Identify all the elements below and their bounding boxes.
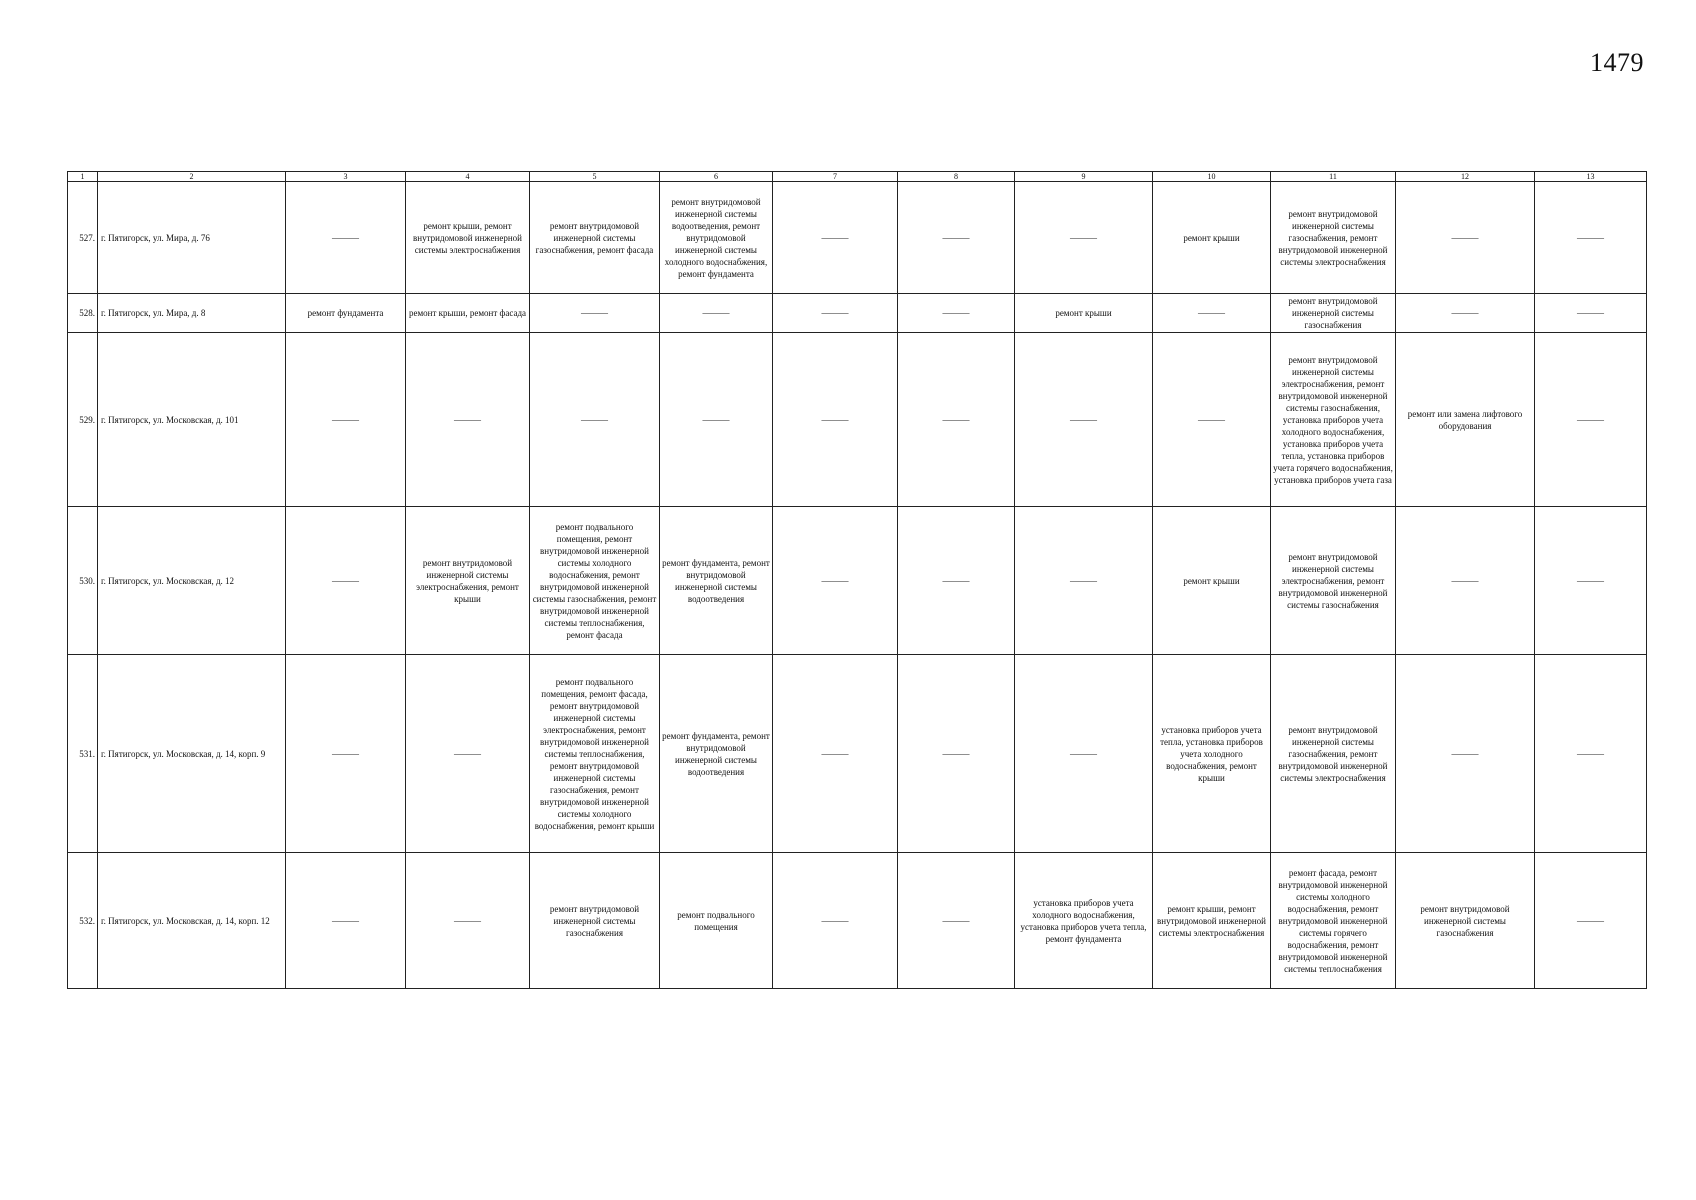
table-cell: ремонт внутридомовой инженерной системы газоснабжения, ремонт фасада bbox=[530, 182, 660, 294]
table-cell: ремонт внутридомовой инженерной системы газоснабжения bbox=[530, 853, 660, 989]
table-cell: ремонт внутридомовой инженерной системы водоотведения, ремонт внутридомовой инженерной системы холодного водоснабжения, ремонт фундамента bbox=[660, 182, 773, 294]
table-cell: ——— bbox=[660, 294, 773, 333]
table-cell: ——— bbox=[530, 333, 660, 507]
table-row bbox=[68, 853, 1647, 989]
table-cell: ——— bbox=[286, 507, 406, 655]
table-cell: ремонт фундамента bbox=[286, 294, 406, 333]
column-number: 9 bbox=[1015, 172, 1153, 182]
table-cell: ——— bbox=[773, 853, 898, 989]
table-cell: ——— bbox=[773, 507, 898, 655]
table-cell: ремонт подвального помещения, ремонт фасада, ремонт внутридомовой инженерной системы электроснабжения, ремонт внутридомовой инженерной системы теплоснабжения, ремонт внутридомовой инженерной системы газоснабжения, ремонт внутридомовой инженерной системы холодного водоснабжения, ремонт крыши bbox=[530, 655, 660, 853]
table-cell: ремонт подвального помещения, ремонт внутридомовой инженерной системы холодного водоснабжения, ремонт внутридомовой инженерной системы газоснабжения, ремонт внутридомовой инженерной системы теплоснабжения, ремонт фасада bbox=[530, 507, 660, 655]
table-cell: ——— bbox=[898, 182, 1015, 294]
column-number: 1 bbox=[68, 172, 98, 182]
table-cell: ремонт внутридомовой инженерной системы электроснабжения, ремонт крыши bbox=[406, 507, 530, 655]
address-cell: г. Пятигорск, ул. Мира, д. 76 bbox=[98, 182, 286, 294]
row-number: 531. bbox=[68, 655, 98, 853]
row-number: 530. bbox=[68, 507, 98, 655]
table-cell: ——— bbox=[286, 655, 406, 853]
table-cell: ——— bbox=[1535, 333, 1647, 507]
address-cell: г. Пятигорск, ул. Мира, д. 8 bbox=[98, 294, 286, 333]
table-cell: ——— bbox=[1015, 507, 1153, 655]
table-cell: ремонт крыши, ремонт внутридомовой инженерной системы электроснабжения bbox=[1153, 853, 1271, 989]
column-number: 5 bbox=[530, 172, 660, 182]
column-number: 10 bbox=[1153, 172, 1271, 182]
works-table bbox=[67, 171, 1647, 989]
table-cell: ремонт внутридомовой инженерной системы газоснабжения, ремонт внутридомовой инженерной системы электроснабжения bbox=[1271, 655, 1396, 853]
table-cell: ——— bbox=[286, 333, 406, 507]
table-cell: ——— bbox=[1396, 655, 1535, 853]
table-cell: ——— bbox=[286, 853, 406, 989]
table-cell: ремонт внутридомовой инженерной системы электроснабжения, ремонт внутридомовой инженерной системы газоснабжения, установка приборов учета холодного водоснабжения, установка приборов учета тепла, установка приборов учета горячего водоснабжения, установка приборов учета газа bbox=[1271, 333, 1396, 507]
address-cell: г. Пятигорск, ул. Московская, д. 14, корп. 9 bbox=[98, 655, 286, 853]
column-number: 4 bbox=[406, 172, 530, 182]
table-cell: ——— bbox=[773, 655, 898, 853]
table-cell: ремонт фундамента, ремонт внутридомовой инженерной системы водоотведения bbox=[660, 655, 773, 853]
table-cell: ——— bbox=[1535, 182, 1647, 294]
table-cell: ——— bbox=[406, 333, 530, 507]
table-cell: ——— bbox=[898, 655, 1015, 853]
table-cell: ——— bbox=[406, 655, 530, 853]
table-cell: ——— bbox=[773, 182, 898, 294]
column-number: 11 bbox=[1271, 172, 1396, 182]
table-cell: ——— bbox=[1396, 507, 1535, 655]
table-cell: ремонт внутридомовой инженерной системы газоснабжения bbox=[1396, 853, 1535, 989]
table-cell: ремонт или замена лифтового оборудования bbox=[1396, 333, 1535, 507]
table-cell: ремонт внутридомовой инженерной системы газоснабжения, ремонт внутридомовой инженерной системы электроснабжения bbox=[1271, 182, 1396, 294]
column-number: 13 bbox=[1535, 172, 1647, 182]
address-cell: г. Пятигорск, ул. Московская, д. 12 bbox=[98, 507, 286, 655]
table-cell: ——— bbox=[773, 294, 898, 333]
column-number: 7 bbox=[773, 172, 898, 182]
table-cell: ——— bbox=[1153, 294, 1271, 333]
table-cell: ——— bbox=[286, 182, 406, 294]
table-cell: ——— bbox=[898, 853, 1015, 989]
table-cell: ремонт фундамента, ремонт внутридомовой инженерной системы водоотведения bbox=[660, 507, 773, 655]
table-cell: ——— bbox=[1015, 333, 1153, 507]
table-cell: ——— bbox=[1396, 294, 1535, 333]
column-number: 8 bbox=[898, 172, 1015, 182]
table-cell: ——— bbox=[660, 333, 773, 507]
address-cell: г. Пятигорск, ул. Московская, д. 101 bbox=[98, 333, 286, 507]
table-cell: установка приборов учета холодного водоснабжения, установка приборов учета тепла, ремонт фундамента bbox=[1015, 853, 1153, 989]
column-number: 12 bbox=[1396, 172, 1535, 182]
table-cell: ремонт фасада, ремонт внутридомовой инженерной системы холодного водоснабжения, ремонт внутридомовой инженерной системы горячего водоснабжения, ремонт внутридомовой инженерной системы теплоснабжения bbox=[1271, 853, 1396, 989]
column-number: 2 bbox=[98, 172, 286, 182]
table-cell: установка приборов учета тепла, установка приборов учета холодного водоснабжения, ремонт крыши bbox=[1153, 655, 1271, 853]
column-number-row bbox=[68, 172, 1647, 182]
row-number: 528. bbox=[68, 294, 98, 333]
table-cell: ——— bbox=[1153, 333, 1271, 507]
table-cell: ——— bbox=[406, 853, 530, 989]
table-cell: ремонт крыши bbox=[1153, 182, 1271, 294]
table-cell: ——— bbox=[530, 294, 660, 333]
table-cell: ремонт крыши bbox=[1153, 507, 1271, 655]
table-cell: ремонт внутридомовой инженерной системы газоснабжения bbox=[1271, 294, 1396, 333]
column-number: 3 bbox=[286, 172, 406, 182]
table-cell: ——— bbox=[1535, 294, 1647, 333]
table-cell: ——— bbox=[898, 333, 1015, 507]
table-cell: ремонт внутридомовой инженерной системы электроснабжения, ремонт внутридомовой инженерной системы газоснабжения bbox=[1271, 507, 1396, 655]
row-number: 527. bbox=[68, 182, 98, 294]
page-number: 1479 bbox=[1590, 48, 1644, 77]
address-cell: г. Пятигорск, ул. Московская, д. 14, корп. 12 bbox=[98, 853, 286, 989]
table-cell: ——— bbox=[898, 294, 1015, 333]
table-cell: ——— bbox=[1396, 182, 1535, 294]
table-cell: ——— bbox=[1015, 182, 1153, 294]
table-cell: ——— bbox=[1535, 853, 1647, 989]
table-cell: ремонт крыши, ремонт фасада bbox=[406, 294, 530, 333]
table-cell: ——— bbox=[1015, 655, 1153, 853]
table-row bbox=[68, 507, 1647, 655]
table-cell: ремонт крыши, ремонт внутридомовой инженерной системы электроснабжения bbox=[406, 182, 530, 294]
table-row bbox=[68, 182, 1647, 294]
table-cell: ——— bbox=[898, 507, 1015, 655]
row-number: 529. bbox=[68, 333, 98, 507]
table-row bbox=[68, 655, 1647, 853]
table-row bbox=[68, 294, 1647, 333]
table-cell: ——— bbox=[1535, 655, 1647, 853]
column-number: 6 bbox=[660, 172, 773, 182]
table-cell: ——— bbox=[1535, 507, 1647, 655]
table-cell: ——— bbox=[773, 333, 898, 507]
table-row bbox=[68, 333, 1647, 507]
row-number: 532. bbox=[68, 853, 98, 989]
table-cell: ремонт крыши bbox=[1015, 294, 1153, 333]
table-cell: ремонт подвального помещения bbox=[660, 853, 773, 989]
